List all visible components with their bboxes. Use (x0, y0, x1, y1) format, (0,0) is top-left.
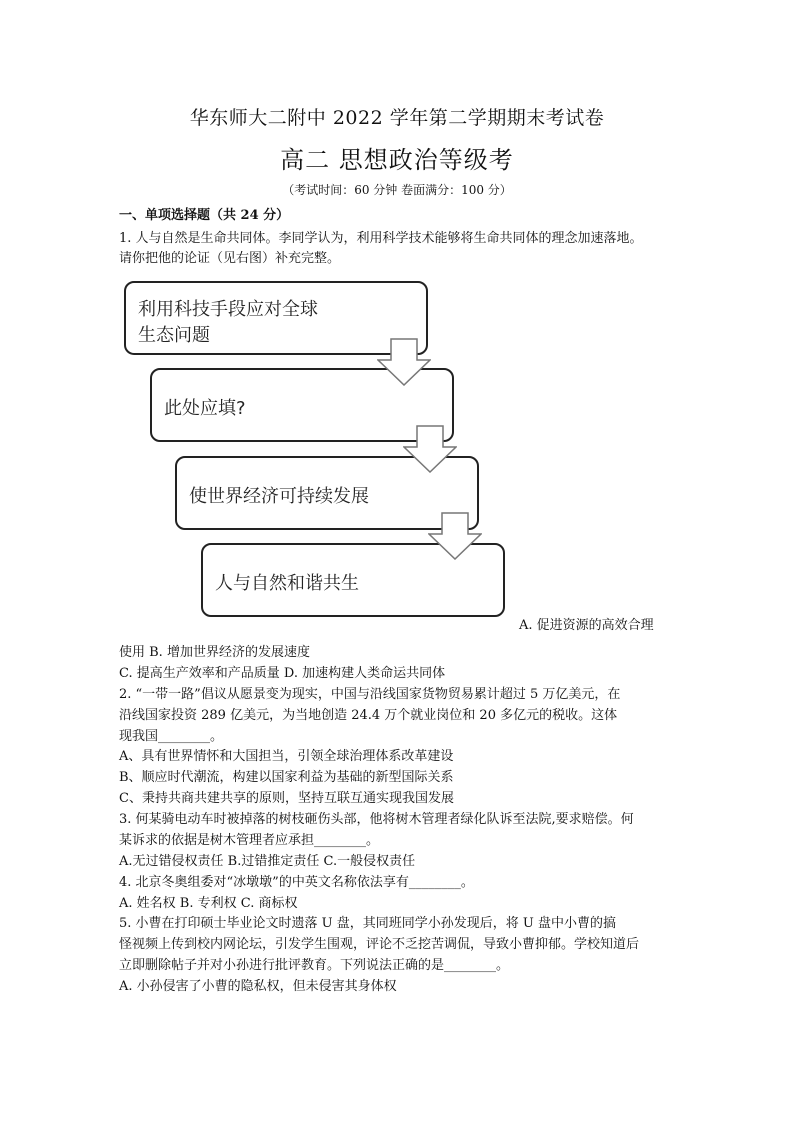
q1-stem-line1: 1. 人与自然是生命共同体。李同学认为，利用科学技术能够将生命共同体的理念加速落地。 (119, 231, 643, 246)
q1-stem-line2: 请你把他的论证（见右图）补充完整。 (119, 251, 341, 266)
q2-option-a: A、具有世界情怀和大国担当，引领全球治理体系改革建设 (119, 749, 454, 764)
down-arrow-icon (428, 512, 482, 560)
q5-line1: 5. 小曹在打印硕士毕业论文时遗落 U 盘，其同班同学小孙发现后，将 U 盘中小曹的搞 (119, 916, 616, 931)
q5-option-a: A. 小孙侵害了小曹的隐私权，但未侵害其身体权 (119, 979, 397, 994)
q2-line1: 2. “一带一路”倡议从愿景变为现实，中国与沿线国家货物贸易累计超过 5 万亿美元，在 (119, 687, 621, 702)
q2-option-c: C、秉持共商共建共享的原则，坚持互联互通实现我国发展 (119, 791, 454, 806)
q3-line1: 3. 何某骑电动车时被掉落的树枝砸伤头部，他将树木管理者绿化队诉至法院,要求赔偿。何 (119, 812, 634, 827)
q5-line2: 怪视频上传到校内网论坛，引发学生围观，评论不乏挖苦调侃，导致小曹抑郁。学校知道后 (119, 937, 640, 952)
flow-box-1-line1: 利用科技手段应对全球 (138, 299, 318, 320)
q1-option-b: 使用 B. 增加世界经济的发展速度 (119, 645, 310, 660)
q4-line1: 4. 北京冬奥组委对“冰墩墩”的中英文名称依法享有________。 (119, 875, 474, 890)
exam-subtitle: 高二 思想政治等级考 (280, 146, 514, 174)
q2-line2: 沿线国家投资 289 亿美元，为当地创造 24.4 万个就业岗位和 20 多亿元的税收。这体 (119, 708, 618, 723)
q1-option-a: A. 促进资源的高效合理 (519, 618, 654, 633)
exam-title: 华东师大二附中 2022 学年第二学期期末考试卷 (189, 107, 605, 129)
q4-options: A. 姓名权 B. 专利权 C. 商标权 (119, 896, 298, 911)
flow-box-3-text: 使世界经济可持续发展 (189, 486, 369, 507)
flow-box-1-line2: 生态问题 (138, 325, 210, 346)
down-arrow-icon (377, 338, 431, 386)
q2-option-b: B、顺应时代潮流，构建以国家利益为基础的新型国际关系 (119, 770, 454, 785)
q5-line3: 立即删除帖子并对小孙进行批评教育。下列说法正确的是________。 (119, 958, 510, 973)
q3-options: A.无过错侵权责任 B.过错推定责任 C.一般侵权责任 (119, 854, 416, 869)
down-arrow-icon (403, 425, 457, 473)
exam-info: （考试时间：60 分钟 卷面满分：100 分） (282, 183, 512, 197)
q3-line2: 某诉求的依据是树木管理者应承担________。 (119, 833, 380, 848)
q1-option-cd: C. 提高生产效率和产品质量 D. 加速构建人类命运共同体 (119, 666, 446, 681)
q2-line3: 现我国________。 (119, 729, 224, 744)
flow-box-4-text: 人与自然和谐共生 (215, 573, 359, 594)
section-heading: 一、单项选择题（共 24 分） (119, 208, 290, 223)
flow-box-2-text: 此处应填? (164, 398, 246, 419)
